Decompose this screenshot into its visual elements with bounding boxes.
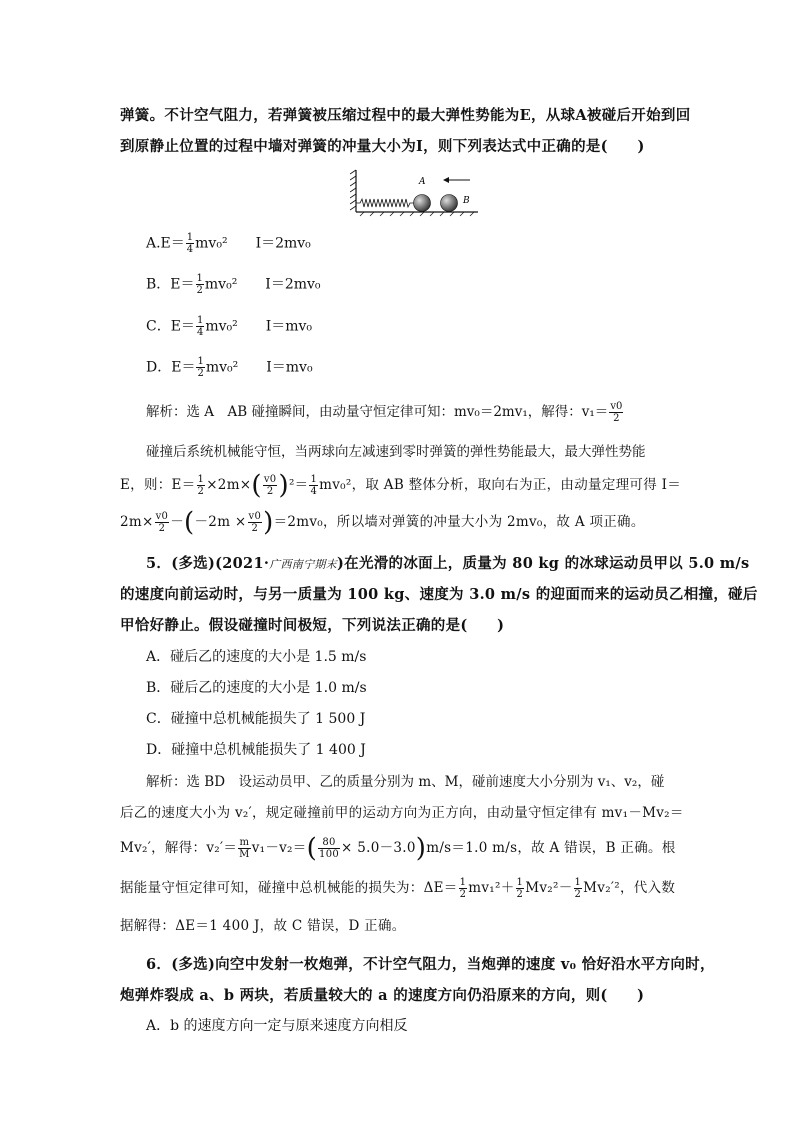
q5-stem-line-3: 甲恰好静止。假设碰撞时间极短，下列说法正确的是( )	[120, 617, 505, 634]
frac-num: 1	[196, 315, 204, 326]
fraction: $\frac{1}{2}$	[574, 877, 582, 900]
q5-solution-line-3: Mv₂′，解得：v₂′＝ $\frac{m}{M}$ v₁－v₂＝( $\frac{80}{100}$ × 5.0－3.0)m/s＝1.0 m/s，故 A 错误，B 正确。根	[120, 833, 676, 864]
q6-stem-line-2: 炮弹炸裂成 a、b 两块，若质量较大的 a 的速度方向仍沿原来的方向，则( )	[120, 987, 645, 1004]
solution-text: －2m ×	[194, 514, 247, 530]
fraction: $\frac{v0}{2}$	[263, 474, 277, 497]
solution-text: v₁－v₂＝	[251, 840, 307, 856]
fraction	[196, 356, 204, 379]
frac-num: 1	[197, 356, 204, 367]
solution-text: mv₁²＋	[468, 880, 515, 896]
solution-text: m/s＝1.0 m/s，故 A 错误，B 正确。根	[426, 840, 676, 856]
q4-solution-line-3: E，则：E＝ $\frac{1}{2}$ ×2m×( $\frac{v0}{2}$ )²＝ $\frac{1}{4}$ mv₀²，取 AB 整体分析，取向右为正，由动量定理可得 I＝	[120, 470, 682, 501]
q4-option-d	[146, 356, 313, 379]
option-c-prefix: C．E＝	[146, 318, 195, 335]
solution-text: Mv₂²－	[525, 880, 573, 896]
solution-text: Mv₂′²，代入数	[583, 880, 676, 896]
q5-option-b: B．碰后乙的速度的大小是 1.0 m/s	[146, 680, 367, 696]
solution-text: ²＝	[288, 477, 309, 493]
q5-stem-line-2: 的速度向前运动时，与另一质量为 100 kg、速度为 3.0 m/s 的迎面而来的运动员乙相撞，碰后	[120, 586, 758, 603]
option-b-rest: mv₀² I＝2mv₀	[204, 276, 321, 293]
q6-option-a: A．b 的速度方向一定与原来速度方向相反	[146, 1018, 408, 1034]
q4-solution-line-4: 2m× $\frac{v0}{2}$ －(－2m × $\frac{v0}{2}$ )＝2mv₀，所以墙对弹簧的冲量大小为 2mv₀，故 A 项正确。	[120, 507, 645, 538]
fraction: $\frac{1}{2}$	[197, 474, 205, 497]
q4-option-c	[146, 315, 312, 338]
fraction: $\frac{m}{M}$	[239, 837, 250, 860]
q5-solution-line-5: 据解得：ΔE＝1 400 J，故 C 错误，D 正确。	[120, 918, 406, 934]
option-d-prefix: D．E＝	[146, 359, 196, 376]
solution-text: ＝2mv₀，所以墙对弹簧的冲量大小为 2mv₀，故 A 项正确。	[273, 514, 645, 530]
ball-a-label: A	[419, 177, 426, 187]
solution-text: ×2m×	[206, 477, 252, 493]
q4-solution-line-1	[146, 400, 624, 424]
fraction	[318, 837, 340, 860]
q5-stem-text: )在光滑的冰面上，质量为 80 kg 的冰球运动员甲以 5.0 m/s	[337, 555, 750, 572]
q4-stem-line-1: 弹簧。不计空气阻力，若弹簧被压缩过程中的最大弹性势能为E，从球A被碰后开始到回	[120, 107, 691, 124]
q4-option-b	[146, 273, 321, 296]
fraction: $\frac{v0}{2}$	[155, 511, 169, 534]
q4-stem-line-2: 到原静止位置的过程中墙对弹簧的冲量大小为I，则下列表达式中正确的是( )	[120, 138, 645, 155]
q5-option-c: C．碰撞中总机械能损失了 1 500 J	[146, 711, 366, 727]
q5-solution-line-1: 解析：选 BD 设运动员甲、乙的质量分别为 m、M，碰前速度大小分别为 v₁、v₂，碰	[146, 774, 665, 790]
solution-text: E，则：E＝	[120, 477, 196, 493]
frac-den: 100	[319, 849, 340, 860]
option-c-rest: mv₀² I＝mv₀	[205, 318, 313, 335]
solution-text: Mv₂′，解得：v₂′＝	[120, 840, 238, 856]
frac-den: 2	[613, 413, 620, 424]
solution-text: 据能量守恒定律可知，碰撞中总机械能的损失为：ΔE＝	[120, 880, 458, 896]
frac-den: 2	[196, 285, 203, 296]
option-b-prefix: B．E＝	[146, 276, 195, 293]
q5-stem-line-1	[146, 552, 750, 573]
fraction: $\frac{1}{2}$	[459, 877, 467, 900]
spring-collision-figure	[350, 168, 480, 222]
q5-source: 广西南宁期末	[269, 558, 337, 571]
frac-den: 4	[186, 244, 194, 255]
fraction	[196, 315, 204, 338]
q5-solution-line-2: 后乙的速度大小为 v₂′，规定碰撞前甲的运动方向为正方向，由动量守恒定律有 mv₁－Mv₂＝	[120, 805, 684, 821]
q5-option-a: A．碰后乙的速度的大小是 1.5 m/s	[146, 649, 367, 665]
frac-num: 80	[318, 837, 340, 849]
solution-text: －	[170, 514, 185, 530]
fraction	[609, 401, 623, 424]
fraction: $\frac{1}{4}$	[310, 474, 318, 497]
frac-den: 2	[197, 368, 204, 379]
fraction: $\frac{v0}{2}$	[248, 511, 262, 534]
fraction	[196, 273, 204, 296]
solution-text: × 5.0－3.0	[341, 840, 416, 856]
q4-solution-line-2: 碰撞后系统机械能守恒，当两球向左减速到零时弹簧的弹性势能最大，最大弹性势能	[146, 444, 646, 460]
q5-option-d: D．碰撞中总机械能损失了 1 400 J	[146, 742, 366, 758]
q4-option-a	[146, 232, 311, 255]
solution-text: 解析：选 A AB 碰撞瞬间，由动量守恒定律可知：mv₀＝2mv₁，解得：v₁＝	[146, 404, 609, 420]
option-a-rest: mv₀² I＝2mv₀	[195, 235, 311, 252]
frac-num: 1	[186, 232, 194, 243]
option-a-prefix: A.E＝	[146, 235, 185, 252]
ball-b-label: B	[463, 196, 470, 206]
frac-num: v0	[610, 401, 623, 412]
frac-num: 1	[196, 273, 203, 284]
option-d-rest: mv₀² I＝mv₀	[205, 359, 313, 376]
solution-text: mv₀²，取 AB 整体分析，取向右为正，由动量定理可得 I＝	[319, 477, 682, 493]
q5-stem-text: 5．(多选)(2021·	[146, 555, 270, 572]
q6-stem-line-1: 6．(多选)向空中发射一枚炮弹，不计空气阻力，当炮弹的速度 v₀ 恰好沿水平方向时，	[146, 956, 715, 973]
fraction	[186, 232, 194, 255]
frac-den: 4	[196, 327, 204, 338]
q5-solution-line-4	[120, 876, 675, 900]
solution-text: 2m×	[120, 514, 154, 530]
fraction: $\frac{1}{2}$	[516, 877, 524, 900]
